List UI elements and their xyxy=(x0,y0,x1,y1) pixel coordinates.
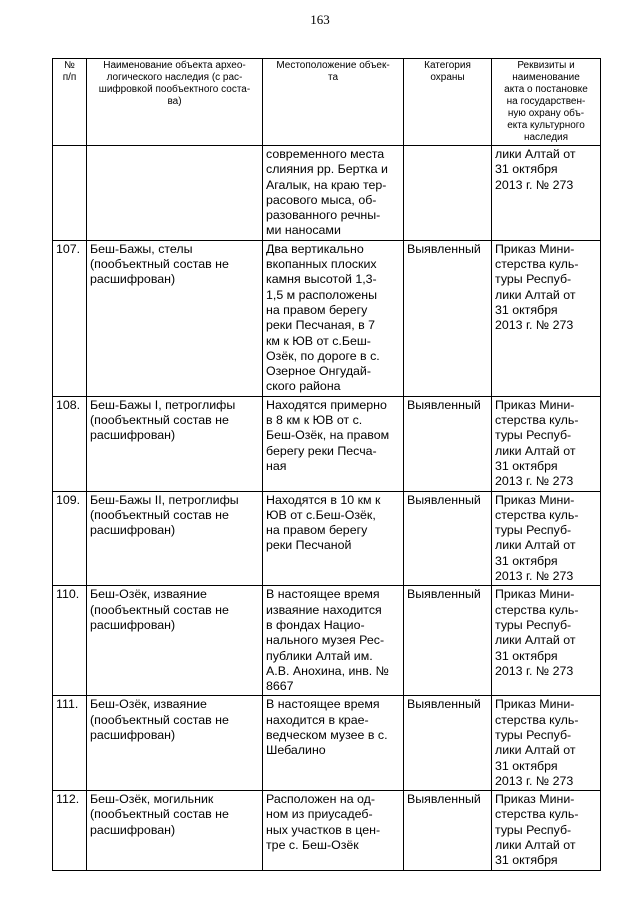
text-line: Местоположение объек- xyxy=(276,60,390,71)
text-line: стерства куль- xyxy=(495,257,579,272)
heritage-register-table xyxy=(52,58,601,871)
protection-category: Выявленный xyxy=(404,586,492,696)
text-line: 31 октября xyxy=(495,302,558,317)
header-category xyxy=(404,59,492,146)
object-name xyxy=(87,396,263,491)
act-requisites xyxy=(492,696,601,791)
header-name xyxy=(87,59,263,146)
row-number: 108. xyxy=(53,396,87,491)
text-line: Беш-Озёк, изваяние xyxy=(90,587,207,602)
header-requisites xyxy=(492,59,601,146)
text-line: 2013 г. № 273 xyxy=(495,569,574,584)
text-line: 31 октября xyxy=(495,758,558,773)
text-line: Беш-Бажы II, петроглифы xyxy=(90,492,239,507)
text-line: туры Респуб- xyxy=(495,617,572,632)
text-line: 8667 xyxy=(266,679,294,694)
text-line: Агалык, на краю тер- xyxy=(266,177,387,192)
text-line: охраны xyxy=(430,72,465,83)
header-num xyxy=(53,59,87,146)
table-row xyxy=(53,491,601,586)
text-line: лики Алтай от xyxy=(495,838,576,853)
row-number: 111. xyxy=(53,696,87,791)
table-header-row xyxy=(53,59,601,146)
text-line: ную охрану объ- xyxy=(507,108,585,119)
row-number: 112. xyxy=(53,791,87,870)
text-line: Наименование объекта архео- xyxy=(103,60,246,71)
object-name xyxy=(87,586,263,696)
text-line: Два вертикально xyxy=(266,241,364,256)
protection-category: Выявленный xyxy=(404,791,492,870)
text-line: 31 октября xyxy=(495,853,558,868)
text-line: Приказ Мини- xyxy=(495,241,575,256)
text-line: ных участков в цен- xyxy=(266,822,381,837)
protection-category: Выявленный xyxy=(404,696,492,791)
text-line: 1,5 м расположены xyxy=(266,287,377,302)
text-line: ЮВ от с.Беш-Озёк, xyxy=(266,507,376,522)
text-line: лики Алтай от xyxy=(495,743,576,758)
text-line: Беш-Озёк, могильник xyxy=(90,792,214,807)
row-number: 109. xyxy=(53,491,87,586)
text-line: 31 октября xyxy=(495,162,558,177)
text-line: Категория xyxy=(424,60,471,71)
text-line: Приказ Мини- xyxy=(495,697,575,712)
text-line: нального музея Рес- xyxy=(266,633,385,648)
text-line: расового мыса, об- xyxy=(266,192,377,207)
object-location xyxy=(263,396,404,491)
table-row xyxy=(53,696,601,791)
text-line: современного места xyxy=(266,147,385,161)
act-requisites xyxy=(492,491,601,586)
text-line: лики Алтай от xyxy=(495,287,576,302)
object-name xyxy=(87,791,263,870)
protection-category: Выявленный xyxy=(404,396,492,491)
text-line: В настоящее время xyxy=(266,587,380,602)
object-location xyxy=(263,696,404,791)
text-line: лики Алтай от xyxy=(495,147,576,161)
act-requisites xyxy=(492,791,601,870)
text-line: Реквизиты и xyxy=(517,60,575,71)
text-line: публики Алтай им. xyxy=(266,648,373,663)
text-line: 2013 г. № 273 xyxy=(495,663,574,678)
text-line: стерства куль- xyxy=(495,712,579,727)
text-line: в фондах Нацио- xyxy=(266,617,365,632)
text-line: туры Респуб- xyxy=(495,523,572,538)
object-location xyxy=(263,146,404,241)
text-line: расшифрован) xyxy=(90,617,176,632)
text-line: ского района xyxy=(266,379,341,394)
table-body xyxy=(53,146,601,871)
text-line: стерства куль- xyxy=(495,807,579,822)
protection-category: Выявленный xyxy=(404,491,492,586)
text-line: расшифрован) xyxy=(90,523,176,538)
row-number xyxy=(53,146,87,241)
header-location xyxy=(263,59,404,146)
text-line: берегу реки Песча- xyxy=(266,443,377,458)
text-line: туры Респуб- xyxy=(495,428,572,443)
text-line: Озерное Онгудай- xyxy=(266,364,371,379)
act-requisites xyxy=(492,240,601,396)
text-line: реки Песчаной xyxy=(266,538,352,553)
object-name xyxy=(87,491,263,586)
protection-category: Выявленный xyxy=(404,240,492,396)
text-line: лики Алтай от xyxy=(495,633,576,648)
text-line: расшифрован) xyxy=(90,428,176,443)
text-line: наследия xyxy=(523,132,569,143)
text-line: (пообъектный состав не xyxy=(90,807,229,822)
text-line: вкопанных плоских xyxy=(266,257,377,272)
object-name xyxy=(87,146,263,241)
text-line: лики Алтай от xyxy=(495,538,576,553)
text-line: в 8 км к ЮВ от с. xyxy=(266,413,363,428)
text-line: камня высотой 1,3- xyxy=(266,272,377,287)
text-line: стерства куль- xyxy=(495,602,579,617)
text-line: Находятся в 10 км к xyxy=(266,492,381,507)
text-line: Беш-Озёк, изваяние xyxy=(90,697,207,712)
act-requisites xyxy=(492,396,601,491)
text-line: туры Респуб- xyxy=(495,272,572,287)
text-line: 31 октября xyxy=(495,458,558,473)
page-number: 163 xyxy=(310,12,330,27)
table-row xyxy=(53,396,601,491)
object-location xyxy=(263,586,404,696)
text-line: 2013 г. № 273 xyxy=(495,177,574,192)
text-line: на государствен- xyxy=(506,96,586,107)
text-line: (пообъектный состав не xyxy=(90,413,229,428)
table-row xyxy=(53,586,601,696)
text-line: расшифрован) xyxy=(90,272,176,287)
text-line: Беш-Бажы I, петроглифы xyxy=(90,397,236,412)
text-line: логического наследия (с рас- xyxy=(106,72,243,83)
table-row xyxy=(53,146,601,241)
text-line: А.В. Анохина, инв. № xyxy=(266,663,389,678)
table-row xyxy=(53,791,601,870)
text-line: Приказ Мини- xyxy=(495,397,575,412)
text-line: Шебалино xyxy=(266,743,326,758)
object-name xyxy=(87,696,263,791)
text-line: (пообъектный состав не xyxy=(90,257,229,272)
act-requisites xyxy=(492,146,601,241)
text-line: Беш-Бажы, стелы xyxy=(90,241,193,256)
protection-category xyxy=(404,146,492,241)
text-line: 2013 г. № 273 xyxy=(495,474,574,489)
text-line: лики Алтай от xyxy=(495,443,576,458)
text-line: стерства куль- xyxy=(495,507,579,522)
text-line: Находятся примерно xyxy=(266,397,387,412)
table-row xyxy=(53,240,601,396)
text-line: расшифрован) xyxy=(90,727,176,742)
row-number: 107. xyxy=(53,240,87,396)
text-line: В настоящее время xyxy=(266,697,380,712)
text-line: та xyxy=(327,72,339,83)
text-line: разованного речны- xyxy=(266,208,381,223)
text-line: (пообъектный состав не xyxy=(90,507,229,522)
text-line: Приказ Мини- xyxy=(495,492,575,507)
row-number: 110. xyxy=(53,586,87,696)
text-line: ми наносами xyxy=(266,223,341,238)
text-line: на правом берегу xyxy=(266,523,368,538)
text-line: 31 октября xyxy=(495,553,558,568)
text-line: стерства куль- xyxy=(495,413,579,428)
text-line: туры Респуб- xyxy=(495,822,572,837)
text-line: Приказ Мини- xyxy=(495,792,575,807)
act-requisites xyxy=(492,586,601,696)
text-line: ведческом музее в с. xyxy=(266,727,388,742)
text-line: екта культурного xyxy=(507,120,585,131)
text-line: слияния рр. Бертка и xyxy=(266,162,388,177)
text-line: наименование xyxy=(512,72,580,83)
text-line: находится в крае- xyxy=(266,712,369,727)
text-line: тре с. Беш-Озёк xyxy=(266,838,359,853)
object-location xyxy=(263,240,404,396)
text-line: 31 октября xyxy=(495,648,558,663)
text-line: туры Респуб- xyxy=(495,727,572,742)
text-line: № xyxy=(64,60,75,71)
text-line: (пообъектный состав не xyxy=(90,712,229,727)
text-line: ная xyxy=(266,458,287,473)
text-line: ва) xyxy=(167,96,182,107)
text-line: 2013 г. № 273 xyxy=(495,773,574,788)
text-line: Озёк, по дороге в с. xyxy=(266,348,380,363)
text-line: Беш-Озёк, на правом xyxy=(266,428,390,443)
text-line: Приказ Мини- xyxy=(495,587,575,602)
text-line: на правом берегу xyxy=(266,302,368,317)
text-line: акта о постановке xyxy=(504,84,588,95)
text-line: изваяние находится xyxy=(266,602,382,617)
text-line: 2013 г. № 273 xyxy=(495,318,574,333)
object-location xyxy=(263,491,404,586)
text-line: шифровкой пообъектного соста- xyxy=(98,84,251,95)
text-line: п/п xyxy=(62,72,77,83)
text-line: км к ЮВ от с.Беш- xyxy=(266,333,371,348)
text-line: (пообъектный состав не xyxy=(90,602,229,617)
object-location xyxy=(263,791,404,870)
text-line: Расположен на од- xyxy=(266,792,376,807)
text-line: расшифрован) xyxy=(90,822,176,837)
object-name xyxy=(87,240,263,396)
text-line: ном из приусадеб- xyxy=(266,807,373,822)
text-line: реки Песчаная, в 7 xyxy=(266,318,376,333)
